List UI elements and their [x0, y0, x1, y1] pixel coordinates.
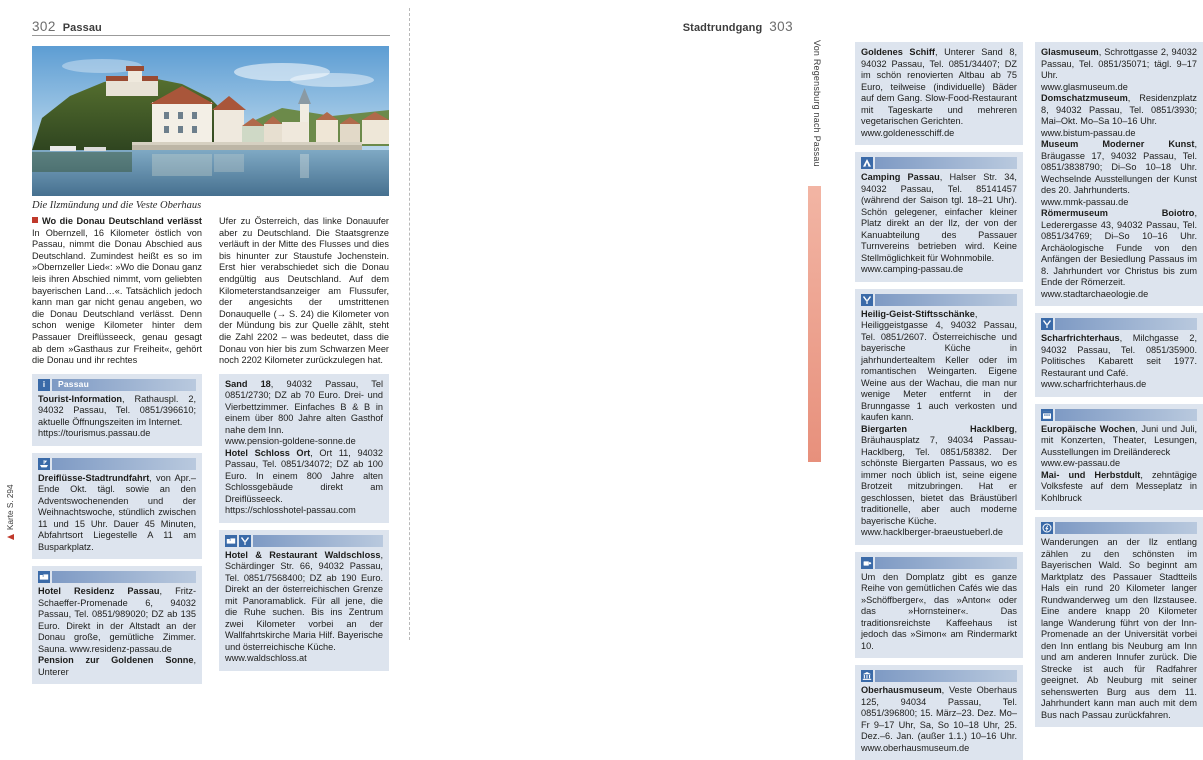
map-marker-icon: [7, 534, 14, 540]
info-box-tourist-information: [32, 374, 202, 446]
info-box-goldenes-schiff: [855, 42, 1023, 145]
hiking-icon: [1041, 522, 1053, 534]
cutlery-icon: [861, 294, 873, 306]
info-box-text: Glasmuseum, Schrottgasse 2, 94032 Passau, Tel. 0851/35071; tägl. 9–17 Uhr. www.glasmuseum.de Domschatzmuseum, Residenzplatz 8, 94032 Passau, Tel. 0851/3930; Mai–Okt. Mo–Sa 10–16 Uhr. www.bistum-passau.de Museum Moderner Kunst, Bräugasse 17, 94032 Passau, Tel. 0851/3838790; Di–So 10–18 Uhr. Wechselnde Ausstellungen der Kunst des 20. Jahrhunderts. www.mmk-passau.de Römermuseum Boiotro, Lederergasse 43, 94032 Passau, Tel. 0851/34769; Di–So 10–16 Uhr. Archäologische Funde von den Anfängen der Besiedlung Passaus im 8. Jahrhundert vor Christus bis zum Ende der Römerzeit. www.stadtarchaeologie.de: [1041, 47, 1197, 299]
info-box-bar-fill: [875, 157, 1017, 169]
info-box-boat-tour: [32, 453, 202, 560]
info-box-bar: [1041, 522, 1197, 534]
info-box-events: [1035, 404, 1203, 511]
left-column-1: [32, 216, 202, 684]
museum-icon: [861, 670, 873, 682]
info-box-text: Scharfrichterhaus, Milchgasse 2, 94032 Passau, Tel. 0851/35900. Politisches Kabarett seit 1977. Restaurant und Café. www.scharfrichterhaus.de: [1041, 333, 1197, 389]
tent-icon: [861, 157, 873, 169]
folio-right: 303: [769, 19, 793, 34]
info-box-text: Europäische Wochen, Juni und Juli, mit Konzerten, Theater, Lesungen, Ausstellungen im Dreiländereck www.ew-passau.de Mai- und Herbstdult, zehntägige Volksfeste auf dem Messeplatz in Kohlbruck: [1041, 423, 1197, 503]
info-box-bar: [38, 379, 196, 391]
info-box-bar: [861, 557, 1017, 569]
info-box-bar: [1041, 318, 1197, 330]
info-box-bar: [861, 670, 1017, 682]
info-box-bar-label: Passau: [58, 378, 89, 389]
info-box-bar-fill: [1055, 318, 1197, 330]
running-head-left-label: Passau: [62, 22, 102, 34]
running-head-left: [32, 18, 102, 34]
info-box-bar: [38, 571, 196, 583]
right-column-1: [855, 42, 1023, 760]
info-box-hiking: [1035, 517, 1203, 727]
header-rule-left: [32, 35, 390, 36]
article-body-2: Ufer zu Österreich, das linke Donauufer aber zu Deutschland. Die Staatsgrenze verläuft in der Mitte des Flusses und dies bis hinunter zur Staustufe Jochenstein. Erst hier verabschiedet sich die Donau endgültig aus Deutschland. Auf dem Kilometerstandsanzeiger am Flussufer, der angesichts der umstrittenen Donauquelle (→ S. 24) die Kilometer von der Mündung bis zur Quelle zählt, steht die Zahl 2202 – was bedeutet, dass die Donau von hier bis zum Schwarzen Meer noch 2202 Kilometer zurückzulegen hat.: [219, 216, 389, 366]
photo-caption: Die Ilzmündung und die Veste Oberhaus: [32, 200, 202, 211]
info-box-bar-fill: [1055, 522, 1197, 534]
info-box-bar-fill: [875, 294, 1017, 306]
info-box-oberhausmuseum: [855, 665, 1023, 760]
info-box-text: Tourist-Information, Rathauspl. 2, 94032 Passau, Tel. 0851/396610; aktuelle Öffnungszeiten im Internet. https://tourismus.passau.de: [38, 393, 196, 439]
info-box-bar-fill: [875, 670, 1017, 682]
info-box-bar-fill: [52, 379, 196, 391]
left-page: [0, 0, 410, 677]
info-box-text: Sand 18, 94032 Passau, Tel 0851/2730; DZ ab 70 Euro. Drei- und Vierbettzimmer. Einfaches B & B in einem über 800 Jahre alten Gasthof nahe dem Inn. www.pension-goldene-sonne.de Hotel Schloss Ort, Ort 11, 94032 Passau, Tel. 0851/34072; DZ ab 100 Euro. In einem 800 Jahre alten Schlossgebäude direkt am Dreiflüsseeck. https://schlosshotel-passau.com: [225, 378, 384, 516]
article-body-1: In Obernzell, 16 Kilometer östlich von Passau, nimmt die Donau Abschied aus Deutschland. Zumindest heißt es so im »Obernzeller Lied«: »Wo die Donau ganz leis ihren Abschied nimmt, vom geliebten bayerischen Land…«. Tatsächlich jedoch kann man gar nicht genau angeben, wo die Donau Deutschland verlässt. Denn schon wenige Kilometer hinter dem Passauer Dreiflüsseeck, genau gesagt ab dem »Gasthaus zur Freiheit«, gehört die Donau und ihr rechtes: [32, 227, 202, 366]
running-head-right: [683, 18, 793, 34]
bed-icon: [225, 535, 237, 547]
info-box-bar-fill: [253, 535, 383, 547]
info-box-text: Dreiflüsse-Stadtrundfahrt, von Apr.–Ende Okt. tägl. sowie an den Adventswochenenden und der Weihnachtswoche, stündlich zwischen 11 und 15 Uhr. Dauer 45 Minuten, Abfahrtsort Liegestelle A 11 am Busparkplatz.: [38, 472, 196, 552]
info-box-text: Camping Passau, Halser Str. 34, 94032 Passau, Tel. 85141457 (während der Saison tgl. 18–21 Uhr). Schön gelegener, einfacher kleiner Platz direkt an der Ilz, der von der Kanuabteilung des Passauer Turnvereins betrieben wird. Keine Stellmöglichkeit für Wohnmobile. www.camping-passau.de: [861, 172, 1017, 274]
info-box-museums-continued: [1035, 42, 1203, 306]
info-box-text: Hotel & Restaurant Waldschloss, Schärdinger Str. 66, 94032 Passau, Tel. 0851/7568400; DZ ab 190 Euro. Direkt an der österreichischen Grenze mit Panoramablick. Für all jene, die die Ruhe suchen. Bis ins Zentrum zwei Kilometer vorbei an der Wallfahrtskirche Maria Hilf. Bayerische und österreichische Küche. www.waldschloss.at: [225, 549, 383, 664]
margin-note-map-reference: [6, 484, 15, 540]
info-box-pension-continued: [219, 374, 389, 523]
info-box-bar-fill: [52, 458, 196, 470]
info-box-bar-fill: [875, 557, 1017, 569]
calendar-icon: [1041, 409, 1053, 421]
info-box-text: Hotel Residenz Passau, Fritz-Schaeffer-Promenade 6, 94032 Passau, Tel. 0851/989020; DZ ab 135 Euro. Direkt in der Altstadt an der Donau große, gemütliche Zimmer. Sauna. www.residenz-passau.de Pension zur Goldenen Sonne, Unterer: [38, 586, 196, 677]
info-box-waldschloss: [219, 530, 389, 671]
right-page: [411, 0, 1197, 753]
boat-icon: [38, 458, 50, 470]
info-icon: i: [38, 379, 50, 391]
info-box-bar: [225, 535, 383, 547]
info-box-text: Oberhausmuseum, Veste Oberhaus 125, 94034 Passau, Tel. 0851/396800; 15. März–23. Dez. Mo–Fr 9–17 Uhr, Sa, So 10–18 Uhr, 25. Dez.–6. Jan. (außer 1.1.) 10–16 Uhr. www.oberhausmuseum.de: [861, 685, 1017, 753]
info-box-bar-fill: [52, 571, 196, 583]
info-box-restaurants: [855, 289, 1023, 545]
info-box-scharfrichterhaus: [1035, 313, 1203, 397]
photo-ilzmuendung-veste-oberhaus: [32, 46, 389, 196]
info-box-cafes: [855, 552, 1023, 659]
info-box-text: Heilig-Geist-Stiftsschänke, Heiliggeistgasse 4, 94032 Passau, Tel. 0851/2607. Österreichische und bayerische Küche in jahrhundertealtem Keller oder im romantischen Weingarten. Eigene Weine aus der Wachau, die man nur wenige Meter entfernt in der Brunngasse 1 auch verkosten und kaufen kann. Biergarten Hacklberg, Bräuhausplatz 7, 94034 Passau-Hacklberg, Tel. 0851/58382. Der schönste Biergarten Passaus, wo es immer noch üblich ist, seine eigene Brotzeit mitzubringen. Hat er geschlossen, bietet das Bräustüberl traditionelle, aber auch moderne bayerische Küche. www.hacklberger-braeustueberl.de: [861, 308, 1017, 537]
info-box-bar: [861, 294, 1017, 306]
info-box-text: Wanderungen an der Ilz entlang zählen zu den schönsten im Bayerischen Wald. So beginnt am Marktplatz des Passauer Stadtteils Hals ein rund 20 Kilometer langer Rundwanderweg um den Ilzstausee. Eine andere knapp 20 Kilometer lange Wanderung führt von der Inn-Promenade an der Universität vorbei den Inn entlang bis Neuburg am Inn und am anderen Innufer zurück. Die Strecke ist auch für Radfahrer geeignet. Ab Neuburg mit seiner sehenswerten Burg aus dem 11. Jahrhundert kann man auch mit dem Bus nach Passau zurückfahren.: [1041, 537, 1197, 720]
info-box-bar: [861, 157, 1017, 169]
bed-icon: [38, 571, 50, 583]
photo-illustration: [32, 46, 389, 196]
cutlery-icon: [1041, 318, 1053, 330]
info-box-bar: [1041, 409, 1197, 421]
info-box-text: Um den Domplatz gibt es ganze Reihe von gemütlichen Cafés wie das »Schöffberger«, das »Anton« oder das »Hornsteiner«. Das traditionsreichste Kaffeehaus ist jedoch das »Simon« am Rindermarkt 10.: [861, 571, 1017, 651]
info-box-bar-fill: [1055, 409, 1197, 421]
info-box-camping-passau: [855, 152, 1023, 282]
red-square-bullet-icon: [32, 217, 38, 223]
chapter-side-tab-label: Von Regensburg nach Passau: [812, 40, 822, 167]
cutlery-icon: [239, 535, 251, 547]
left-column-2: [219, 216, 389, 671]
running-head-right-label: Stadtrundgang: [682, 22, 763, 34]
info-box-hotel-residenz: [32, 566, 202, 684]
right-column-2: [1035, 42, 1203, 727]
cup-icon: [861, 557, 873, 569]
article-heading: Wo die Donau Deutschland verlässt: [42, 216, 202, 226]
info-box-bar: [38, 458, 196, 470]
info-box-text: Goldenes Schiff, Unterer Sand 8, 94032 Passau, Tel. 0851/34407; DZ im schön renovierten Altbau ab 75 Euro, teilweise (individuelle) Bäder auf dem Gang. Slow-Food-Restaurant mit Tageskarte und mehreren vegetarischen Gerichten. www.goldenesschiff.de: [861, 47, 1017, 138]
folio-left: 302: [32, 19, 56, 34]
article-paragraph-1: [32, 216, 202, 367]
margin-note-label: Karte S. 294: [6, 484, 15, 530]
